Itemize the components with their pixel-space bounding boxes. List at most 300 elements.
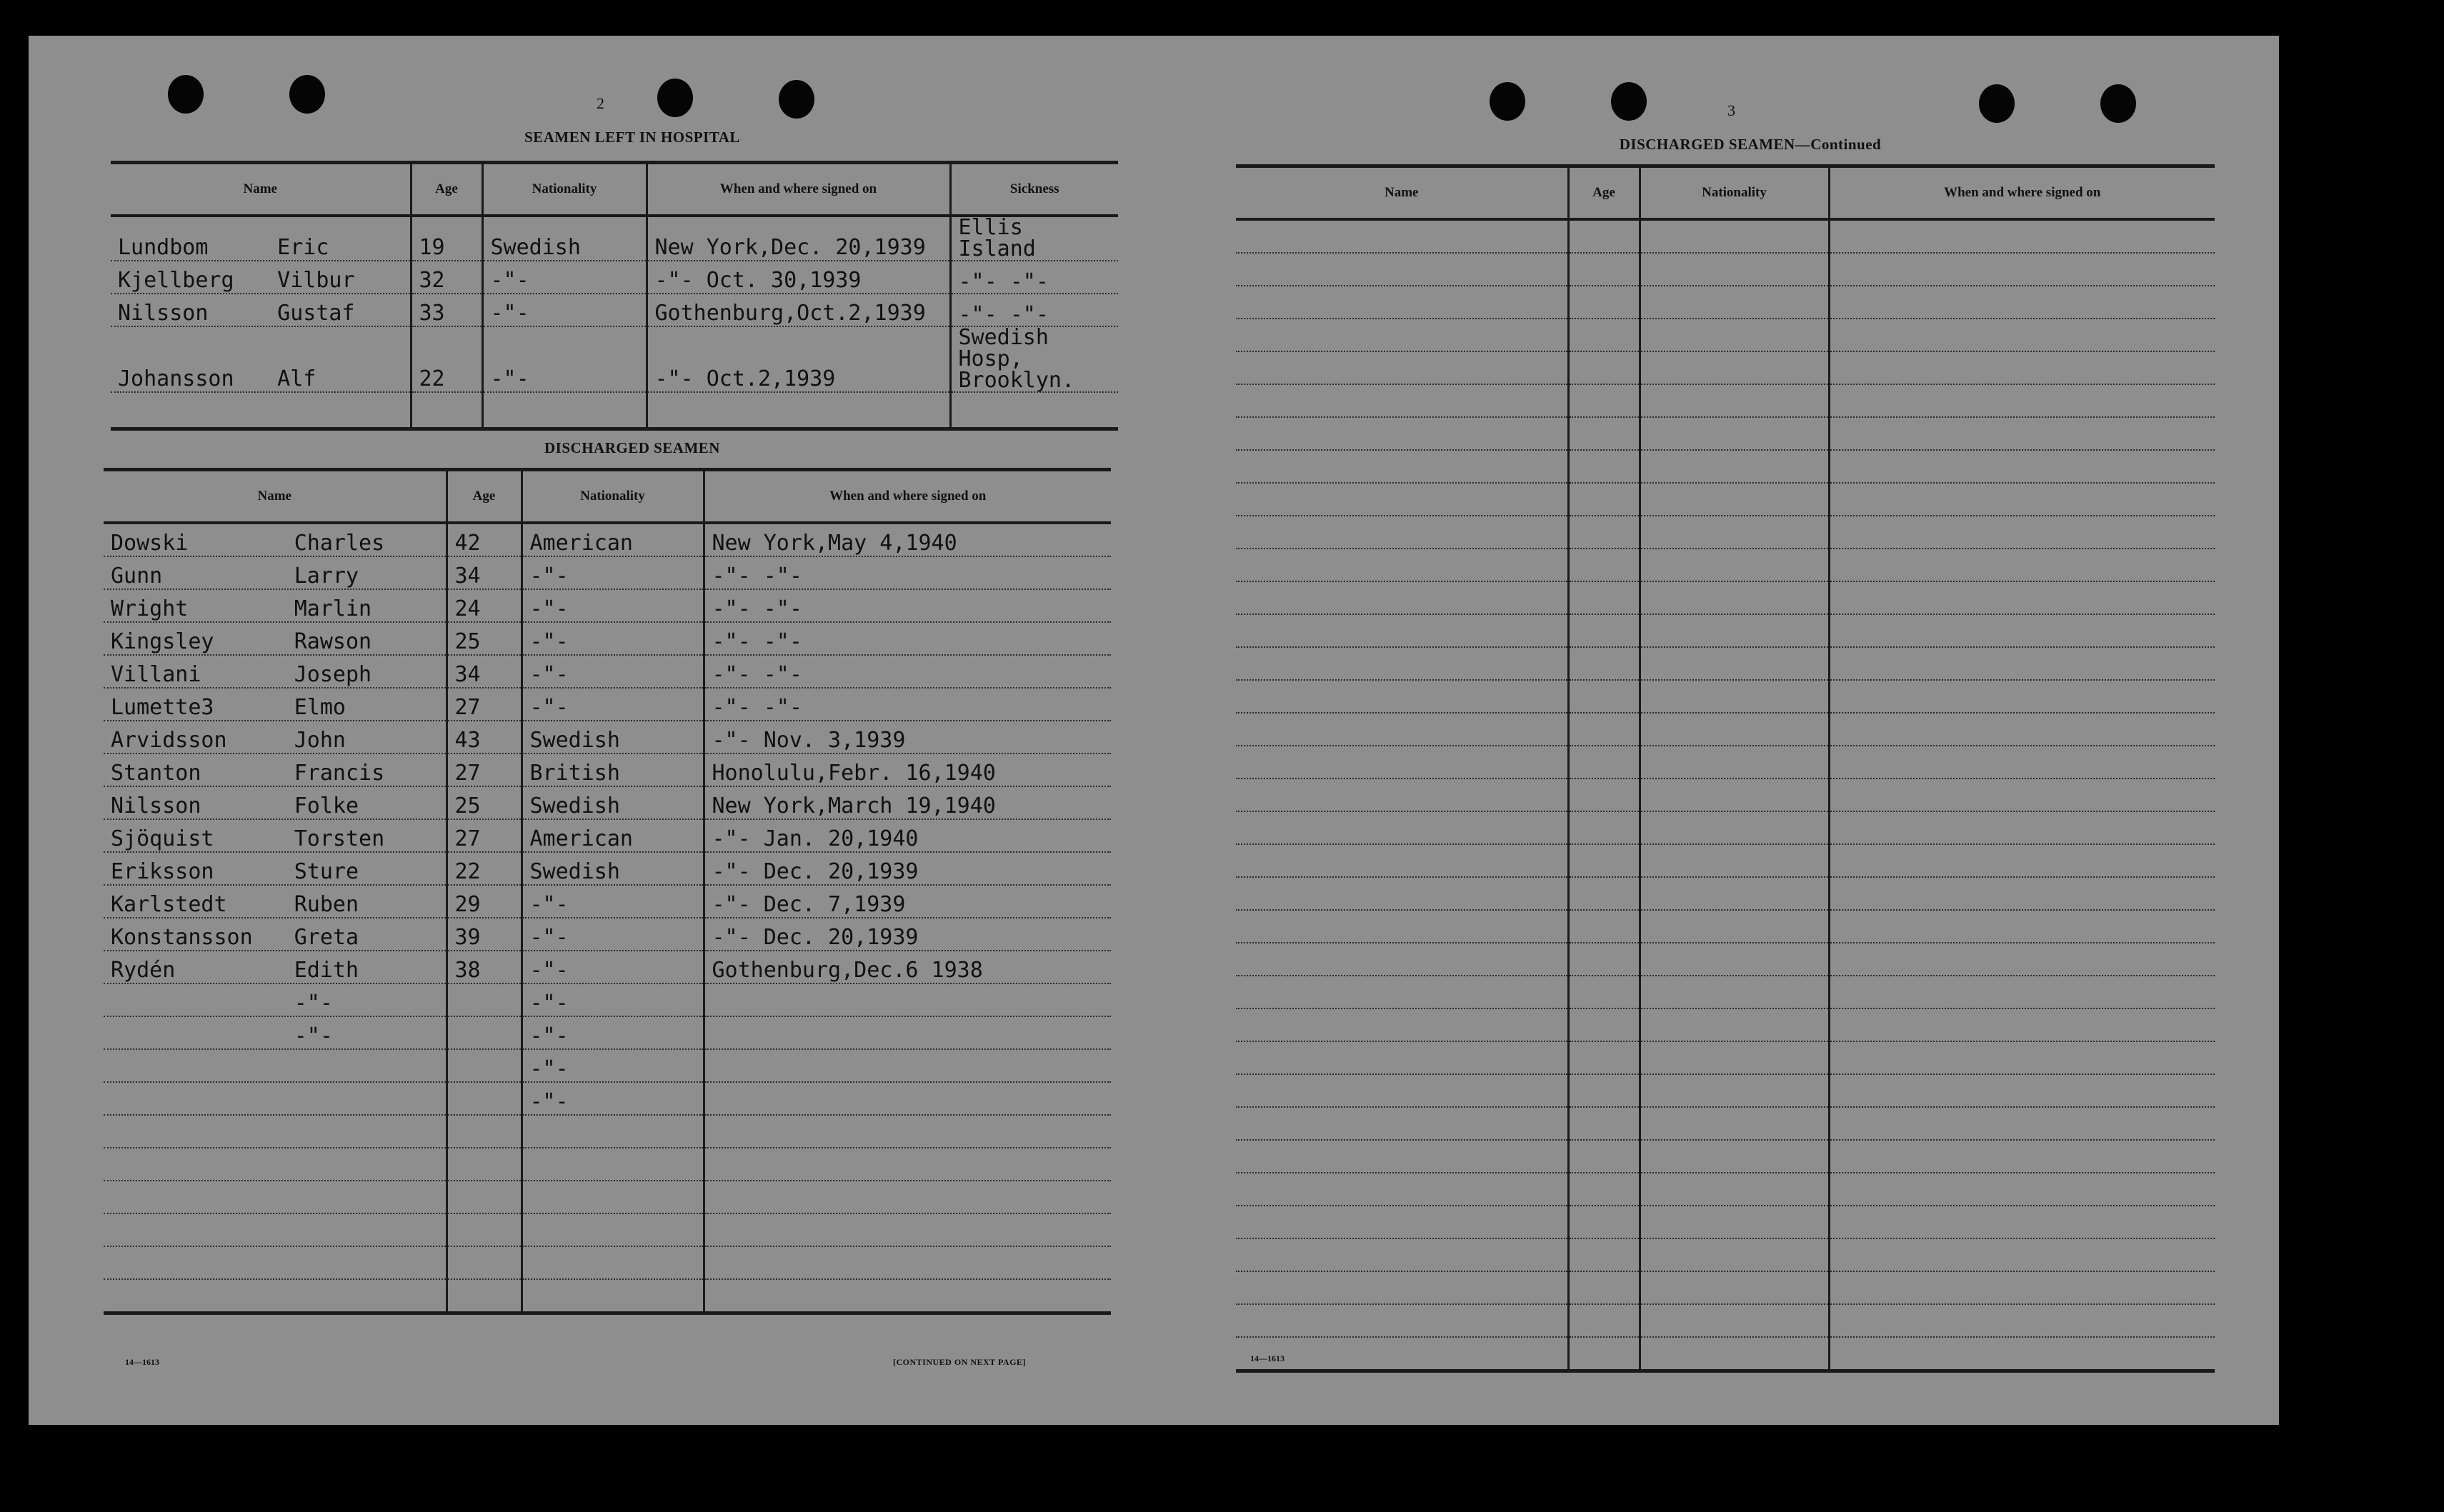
nationality-cell: -"- [522, 622, 704, 655]
surname: Rydén [111, 958, 176, 983]
signed-on-cell: Gothenburg,Oct.2,1939 [647, 294, 950, 326]
given-name: Alf [277, 366, 316, 391]
empty-cell [1568, 384, 1640, 417]
nationality-cell: -"- [522, 655, 704, 688]
signed-on-cell [704, 1049, 1111, 1082]
empty-cell [1829, 877, 2215, 910]
table-row [1236, 1337, 2215, 1371]
nationality-cell [522, 1213, 704, 1246]
empty-cell [1829, 417, 2215, 450]
empty-cell [1640, 450, 1829, 483]
empty-cell [1568, 910, 1640, 943]
name-cell [104, 983, 447, 1016]
empty-cell [1640, 614, 1829, 647]
empty-cell [1568, 417, 1640, 450]
table-row [1236, 286, 2215, 319]
empty-cell [1640, 746, 1829, 778]
nationality-cell [522, 1279, 704, 1313]
form-number: 14—1613 [125, 1357, 159, 1367]
nationality-cell: -"- [522, 951, 704, 983]
sickness-cell: -"- -"- [950, 261, 1118, 294]
given-name: Greta [294, 925, 359, 950]
empty-cell [1568, 450, 1640, 483]
name-cell [104, 786, 447, 819]
table-row [104, 1246, 1111, 1279]
name-cell [111, 216, 411, 261]
empty-cell [1568, 351, 1640, 384]
empty-cell [1236, 351, 1568, 384]
signed-on-cell: -"- Dec. 20,1939 [704, 852, 1111, 885]
surname: Konstansson [111, 925, 253, 950]
empty-cell [1236, 1008, 1568, 1041]
header-nationality: Nationality [1640, 166, 1829, 220]
signed-on-cell: -"- Dec. 7,1939 [704, 885, 1111, 918]
empty-cell [1640, 976, 1829, 1008]
age-cell: 33 [411, 294, 482, 326]
header-signed-on: When and where signed on [704, 470, 1111, 524]
empty-cell [647, 392, 950, 429]
table-row [1236, 319, 2215, 351]
empty-cell [1236, 516, 1568, 549]
table-row [104, 721, 1111, 754]
empty-cell [1829, 516, 2215, 549]
empty-cell [950, 392, 1118, 429]
empty-cell [1829, 450, 2215, 483]
continued-note: [CONTINUED ON NEXT PAGE] [893, 1357, 1026, 1367]
form-number: 14—1613 [1250, 1353, 1285, 1363]
hospital-section-title: SEAMEN LEFT IN HOSPITAL [524, 129, 740, 146]
empty-cell [1236, 1173, 1568, 1206]
table-row [1236, 581, 2215, 614]
surname: Villani [111, 662, 201, 687]
empty-cell [1568, 943, 1640, 976]
surname: Sjöquist [111, 826, 214, 851]
surname: Lundbom [118, 235, 209, 260]
table-row [104, 983, 1111, 1016]
age-cell: 27 [447, 819, 522, 852]
surname: Nilsson [111, 793, 201, 818]
age-cell: 34 [447, 655, 522, 688]
nationality-cell: -"- [522, 918, 704, 951]
nationality-cell: -"- [522, 983, 704, 1016]
empty-cell [1640, 319, 1829, 351]
empty-cell [1568, 549, 1640, 581]
empty-cell [1829, 1173, 2215, 1206]
empty-cell [1568, 844, 1640, 877]
given-name: -"- [294, 991, 333, 1016]
empty-cell [1568, 1337, 1640, 1371]
surname: Kjellberg [118, 268, 234, 293]
name-cell [104, 1213, 447, 1246]
empty-cell [1568, 713, 1640, 746]
table-row [104, 688, 1111, 721]
empty-cell [1829, 1206, 2215, 1238]
age-cell [447, 983, 522, 1016]
empty-cell [1829, 1304, 2215, 1337]
name-cell [111, 261, 411, 294]
empty-cell [1640, 516, 1829, 549]
table-row [1236, 746, 2215, 778]
empty-cell [1640, 286, 1829, 319]
given-name: John [294, 728, 346, 753]
name-cell [104, 1246, 447, 1279]
header-sickness: Sickness [950, 163, 1118, 216]
signed-on-cell: Honolulu,Febr. 16,1940 [704, 754, 1111, 786]
empty-cell [1568, 1041, 1640, 1074]
empty-cell [1640, 811, 1829, 844]
empty-cell [1640, 253, 1829, 286]
empty-cell [1829, 1041, 2215, 1074]
empty-cell [1236, 910, 1568, 943]
empty-cell [1640, 1238, 1829, 1271]
table-row [1236, 1304, 2215, 1337]
header-age: Age [1568, 166, 1640, 220]
empty-cell [1829, 219, 2215, 253]
empty-cell [1829, 910, 2215, 943]
signed-on-cell [704, 1148, 1111, 1181]
age-cell: 42 [447, 523, 522, 556]
sickness-cell: Swedish Hosp, Brooklyn. [950, 326, 1118, 392]
empty-cell [1640, 943, 1829, 976]
empty-cell [1236, 976, 1568, 1008]
table-row [111, 326, 1118, 392]
table-row [1236, 976, 2215, 1008]
signed-on-cell [704, 983, 1111, 1016]
age-cell [447, 1115, 522, 1148]
signed-on-cell [704, 1016, 1111, 1049]
empty-cell [1568, 647, 1640, 680]
nationality-cell: Swedish [522, 786, 704, 819]
empty-cell [1640, 417, 1829, 450]
given-name: Vilbur [277, 268, 355, 293]
given-name: Gustaf [277, 301, 355, 326]
table-row [1236, 1238, 2215, 1271]
signed-on-cell [704, 1279, 1111, 1313]
hospital-table [111, 161, 1118, 431]
punch-hole [289, 75, 325, 114]
signed-on-cell [704, 1213, 1111, 1246]
surname: Arvidsson [111, 728, 227, 753]
name-cell [104, 1049, 447, 1082]
nationality-cell [522, 1148, 704, 1181]
table-row [104, 1016, 1111, 1049]
punch-hole [2100, 84, 2136, 123]
table-row [1236, 351, 2215, 384]
table-row [104, 1181, 1111, 1213]
empty-cell [1829, 549, 2215, 581]
age-cell: 22 [411, 326, 482, 392]
nationality-cell [522, 1181, 704, 1213]
empty-cell [1236, 1074, 1568, 1107]
signed-on-cell: -"- Nov. 3,1939 [704, 721, 1111, 754]
surname: Gunn [111, 564, 163, 589]
table-row [1236, 1140, 2215, 1173]
empty-cell [1236, 483, 1568, 516]
left-page-number: 2 [597, 94, 604, 112]
surname: Kingsley [111, 629, 214, 654]
name-cell [104, 1279, 447, 1313]
signed-on-cell: -"- Oct. 30,1939 [647, 261, 950, 294]
name-cell [104, 1115, 447, 1148]
signed-on-cell: -"- -"- [704, 688, 1111, 721]
empty-cell [1236, 1140, 1568, 1173]
table-row [1236, 219, 2215, 253]
empty-cell [1829, 1140, 2215, 1173]
empty-cell [1829, 253, 2215, 286]
table-row [104, 786, 1111, 819]
table-row [104, 523, 1111, 556]
name-cell [104, 918, 447, 951]
empty-cell [1640, 1304, 1829, 1337]
table-row [1236, 483, 2215, 516]
nationality-cell: -"- [482, 261, 647, 294]
name-cell [104, 1016, 447, 1049]
empty-cell [1568, 1140, 1640, 1173]
empty-cell [1236, 219, 1568, 253]
table-row [104, 1213, 1111, 1246]
given-name: Joseph [294, 662, 372, 687]
empty-cell [1236, 1238, 1568, 1271]
table-row [1236, 614, 2215, 647]
signed-on-cell [704, 1246, 1111, 1279]
signed-on-cell: New York,May 4,1940 [704, 523, 1111, 556]
table-row [104, 655, 1111, 688]
empty-cell [1640, 581, 1829, 614]
given-name: Torsten [294, 826, 385, 851]
empty-cell [1640, 1074, 1829, 1107]
empty-cell [1568, 219, 1640, 253]
empty-cell [1640, 1140, 1829, 1173]
name-cell [104, 622, 447, 655]
table-row [1236, 647, 2215, 680]
empty-cell [1236, 581, 1568, 614]
signed-on-cell: -"- -"- [704, 556, 1111, 589]
empty-cell [1236, 253, 1568, 286]
table-row [1236, 877, 2215, 910]
table-row [1236, 549, 2215, 581]
empty-cell [1568, 286, 1640, 319]
age-cell [447, 1181, 522, 1213]
empty-cell [1640, 1337, 1829, 1371]
table-row [104, 556, 1111, 589]
table-row [1236, 417, 2215, 450]
empty-cell [1568, 811, 1640, 844]
nationality-cell: -"- [522, 1049, 704, 1082]
given-name: -"- [294, 1023, 333, 1048]
empty-cell [1640, 1008, 1829, 1041]
empty-cell [1236, 614, 1568, 647]
header-name: Name [111, 163, 411, 216]
table-row [1236, 384, 2215, 417]
empty-cell [1236, 1041, 1568, 1074]
empty-cell [1568, 319, 1640, 351]
empty-cell [1236, 319, 1568, 351]
signed-on-cell: -"- -"- [704, 589, 1111, 622]
age-cell: 19 [411, 216, 482, 261]
table-row [104, 1279, 1111, 1313]
right-page-number: 3 [1727, 101, 1735, 119]
nationality-cell: -"- [522, 1016, 704, 1049]
table-row [1236, 1107, 2215, 1140]
empty-cell [1640, 219, 1829, 253]
empty-cell [1640, 483, 1829, 516]
empty-cell [1640, 647, 1829, 680]
signed-on-cell: New York,March 19,1940 [704, 786, 1111, 819]
empty-cell [1236, 384, 1568, 417]
empty-cell [1640, 877, 1829, 910]
surname: Lumette3 [111, 695, 214, 720]
empty-cell [1640, 778, 1829, 811]
age-cell: 27 [447, 688, 522, 721]
header-age: Age [447, 470, 522, 524]
empty-cell [1568, 778, 1640, 811]
empty-cell [1829, 746, 2215, 778]
nationality-cell: -"- [522, 1082, 704, 1115]
empty-cell [1236, 286, 1568, 319]
empty-cell [1640, 1173, 1829, 1206]
age-cell: 38 [447, 951, 522, 983]
empty-cell [1829, 319, 2215, 351]
nationality-cell: -"- [482, 326, 647, 392]
sickness-cell: -"- -"- [950, 294, 1118, 326]
name-cell [104, 885, 447, 918]
nationality-cell: American [522, 523, 704, 556]
empty-cell [1829, 1271, 2215, 1304]
empty-cell [1829, 614, 2215, 647]
table-row [111, 392, 1118, 429]
signed-on-cell: -"- -"- [704, 655, 1111, 688]
empty-cell [1236, 647, 1568, 680]
empty-cell [1829, 647, 2215, 680]
surname: Johansson [118, 366, 234, 391]
table-row [104, 852, 1111, 885]
table-row [1236, 811, 2215, 844]
name-cell [104, 819, 447, 852]
continued-table [1236, 164, 2215, 1373]
nationality-cell: American [522, 819, 704, 852]
empty-cell [1568, 877, 1640, 910]
table-row [104, 918, 1111, 951]
empty-cell [1568, 680, 1640, 713]
empty-cell [1640, 910, 1829, 943]
age-cell: 27 [447, 754, 522, 786]
continued-section-title: DISCHARGED SEAMEN—Continued [1619, 136, 1882, 153]
name-cell [111, 326, 411, 392]
header-nationality: Nationality [482, 163, 647, 216]
empty-cell [1568, 483, 1640, 516]
given-name: Folke [294, 793, 359, 818]
age-cell [447, 1279, 522, 1313]
table-row [1236, 1041, 2215, 1074]
table-row [104, 1082, 1111, 1115]
empty-cell [1568, 614, 1640, 647]
empty-cell [1236, 713, 1568, 746]
empty-cell [1640, 1041, 1829, 1074]
empty-cell [1829, 844, 2215, 877]
punch-hole [1490, 82, 1525, 121]
empty-cell [1829, 778, 2215, 811]
surname: Eriksson [111, 859, 214, 884]
given-name: Eric [277, 235, 329, 260]
table-row [104, 1115, 1111, 1148]
nationality-cell: -"- [522, 556, 704, 589]
header-age: Age [411, 163, 482, 216]
empty-cell [1236, 1337, 1568, 1371]
empty-cell [1640, 1206, 1829, 1238]
empty-cell [1829, 1107, 2215, 1140]
empty-cell [1568, 1271, 1640, 1304]
name-cell [111, 294, 411, 326]
punch-hole [779, 80, 814, 119]
nationality-cell: -"- [522, 885, 704, 918]
table-row [104, 622, 1111, 655]
empty-cell [1829, 1074, 2215, 1107]
table-row [1236, 1074, 2215, 1107]
punch-hole [657, 79, 693, 117]
table-row [111, 216, 1118, 261]
age-cell: 25 [447, 786, 522, 819]
age-cell: 43 [447, 721, 522, 754]
empty-cell [1829, 1238, 2215, 1271]
table-row [104, 754, 1111, 786]
age-cell: 29 [447, 885, 522, 918]
age-cell: 22 [447, 852, 522, 885]
name-cell [104, 688, 447, 721]
signed-on-cell [704, 1115, 1111, 1148]
empty-cell [1568, 1304, 1640, 1337]
signed-on-cell [704, 1082, 1111, 1115]
nationality-cell [522, 1115, 704, 1148]
empty-cell [1236, 1271, 1568, 1304]
empty-cell [1568, 1173, 1640, 1206]
empty-cell [1236, 778, 1568, 811]
empty-cell [1640, 713, 1829, 746]
given-name: Larry [294, 564, 359, 589]
given-name: Rawson [294, 629, 372, 654]
empty-cell [1568, 253, 1640, 286]
table-row [111, 294, 1118, 326]
table-row [1236, 516, 2215, 549]
age-cell: 39 [447, 918, 522, 951]
empty-cell [1829, 943, 2215, 976]
empty-cell [1829, 286, 2215, 319]
empty-cell [1829, 680, 2215, 713]
given-name: Ruben [294, 892, 359, 917]
header-name: Name [1236, 166, 1568, 220]
age-cell [447, 1246, 522, 1279]
empty-cell [411, 392, 482, 429]
discharged-section-title: DISCHARGED SEAMEN [544, 439, 720, 456]
given-name: Marlin [294, 596, 372, 621]
empty-cell [1640, 844, 1829, 877]
header-signed-on: When and where signed on [1829, 166, 2215, 220]
empty-cell [1236, 844, 1568, 877]
empty-cell [1640, 351, 1829, 384]
document-sheet [29, 36, 2279, 1425]
name-cell [104, 951, 447, 983]
signed-on-cell: -"- -"- [704, 622, 1111, 655]
empty-cell [1829, 384, 2215, 417]
age-cell: 32 [411, 261, 482, 294]
empty-cell [1236, 417, 1568, 450]
name-cell [104, 589, 447, 622]
empty-cell [1640, 680, 1829, 713]
empty-cell [1236, 811, 1568, 844]
empty-cell [1236, 1107, 1568, 1140]
name-cell [104, 754, 447, 786]
surname: Wright [111, 596, 189, 621]
surname: Nilsson [118, 301, 209, 326]
